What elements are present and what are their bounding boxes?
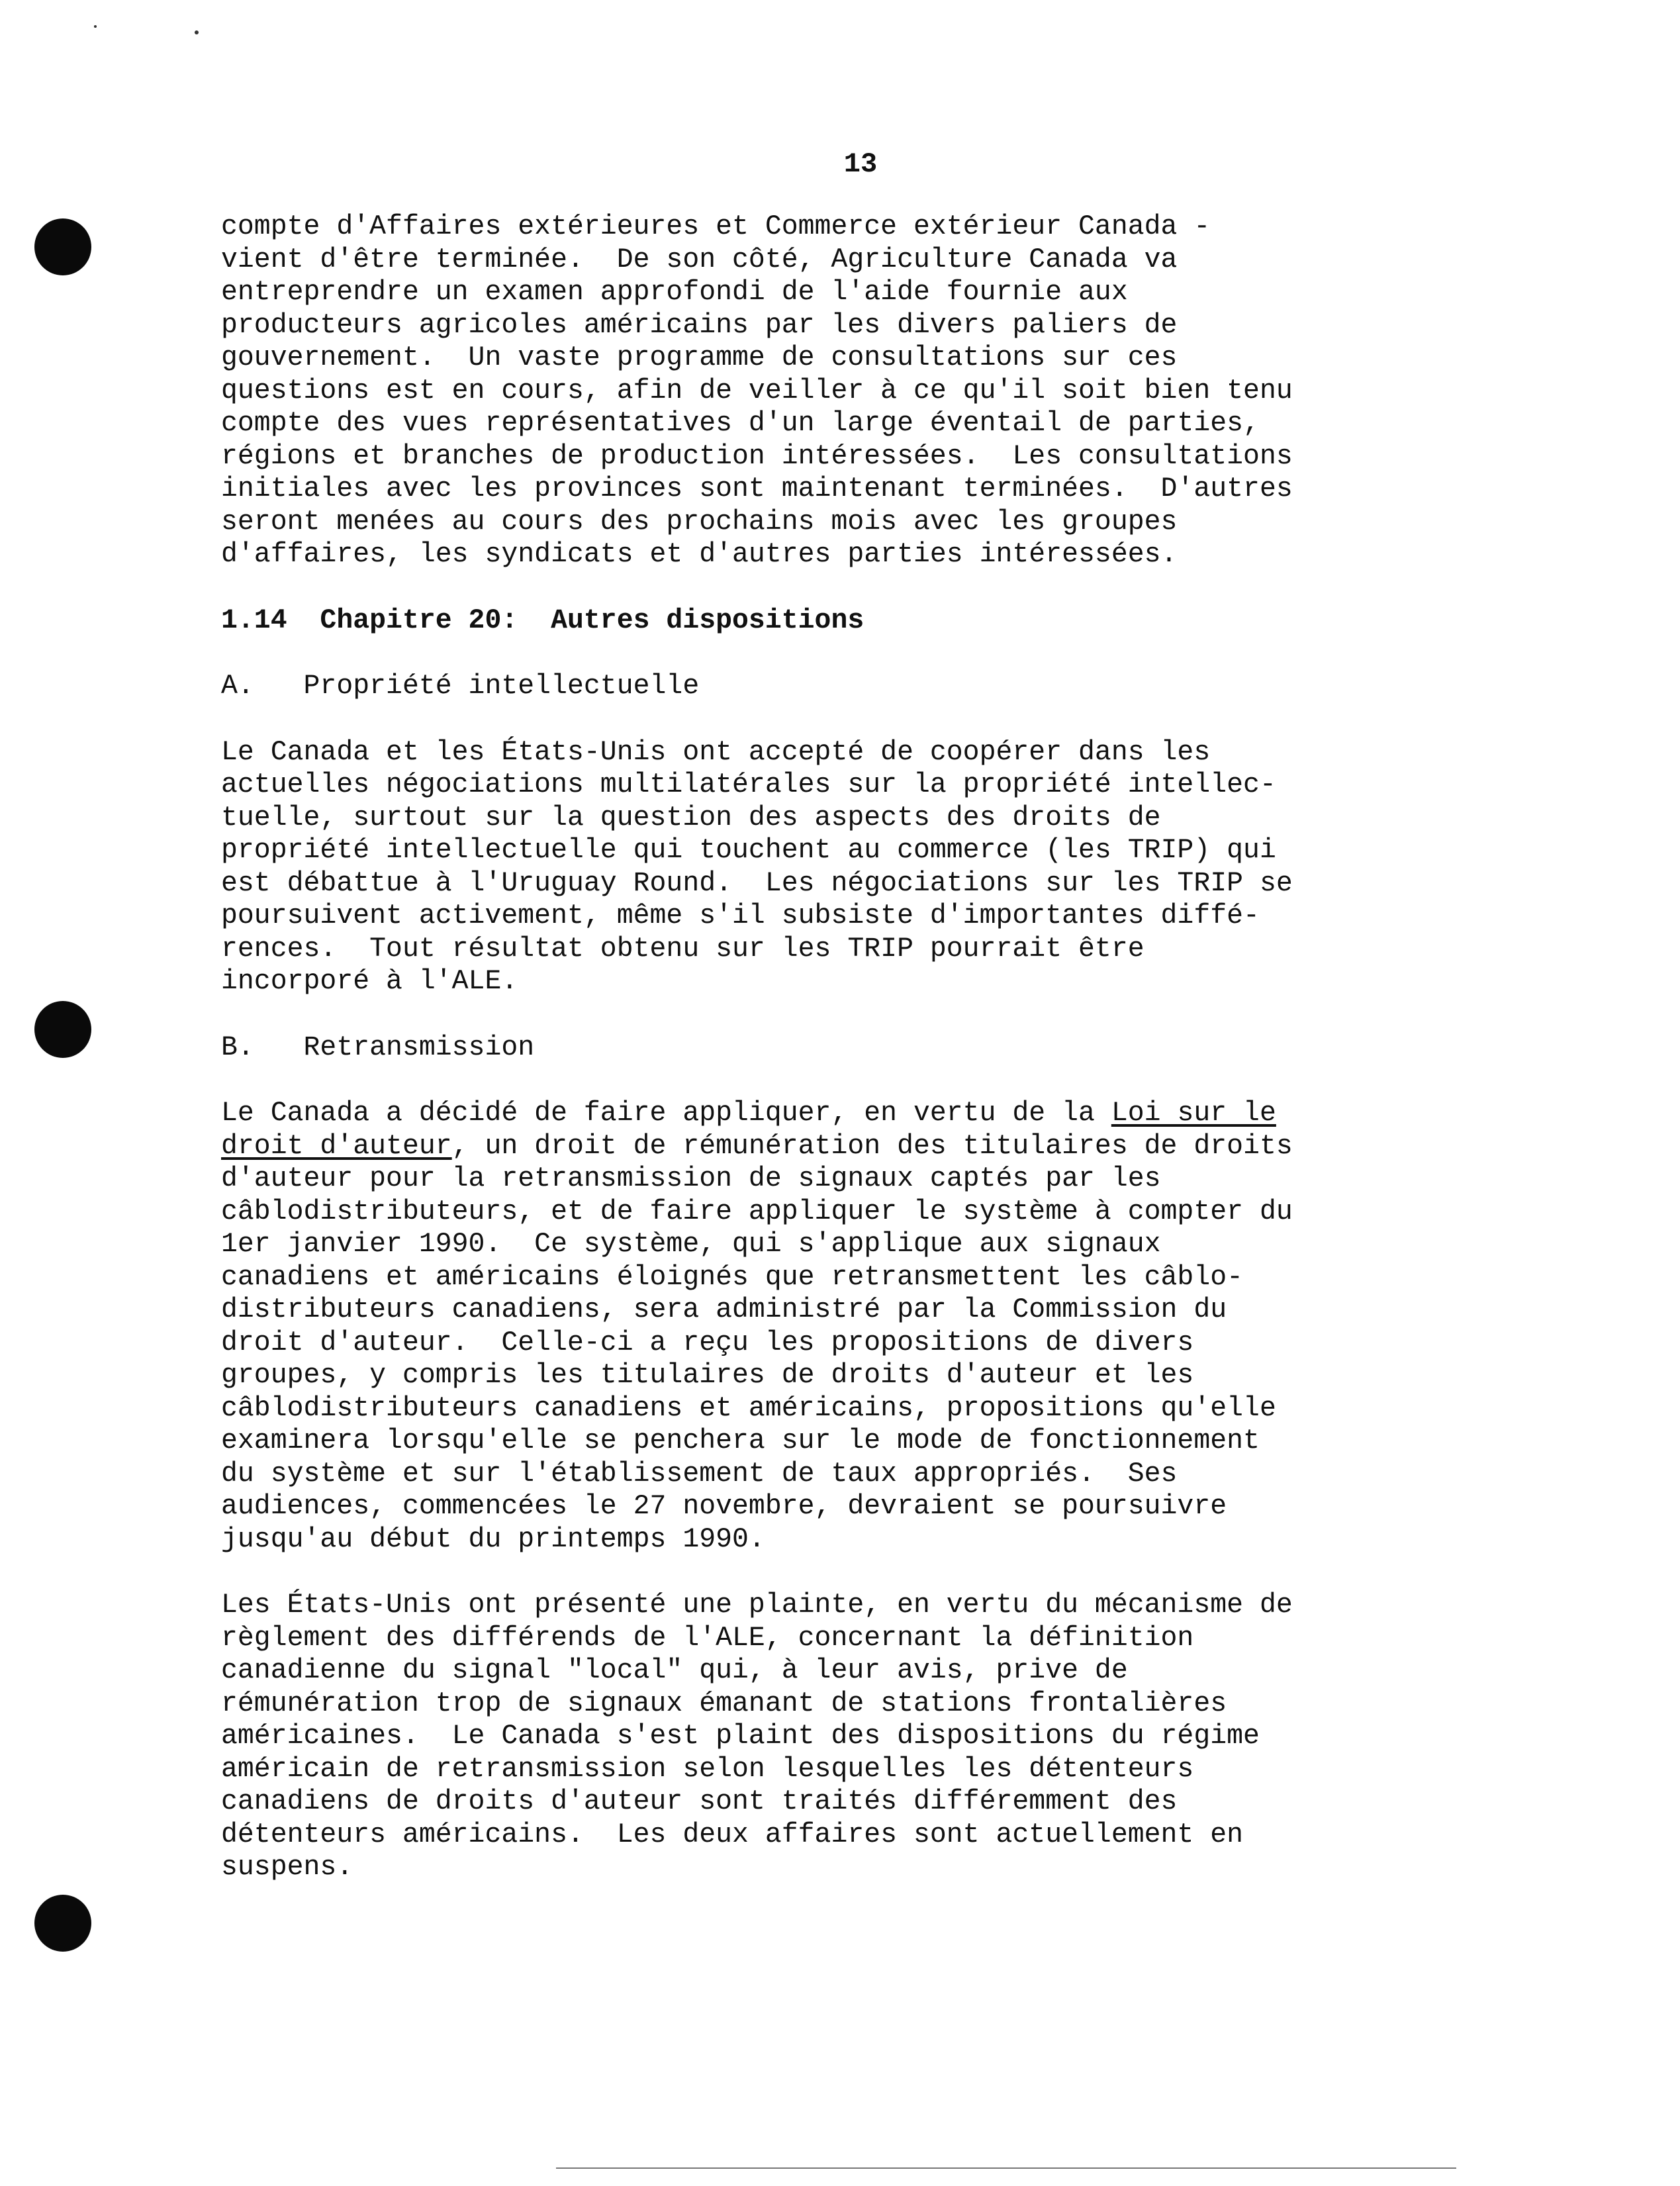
subsection-b-heading: B. Retransmission	[221, 1031, 535, 1063]
scan-speck	[94, 25, 97, 28]
intro-paragraph: compte d'Affaires extérieures et Commerce extérieur Canada - vient d'être terminée. De son côté, Agriculture Canada va entreprendre un examen approfondi de l'aide fournie aux producteurs agricoles américains par les divers paliers de gouvernement. Un vaste programme de consultations sur ces questions est en cours, afin de veiller à ce qu'il soit bien tenu compte des vues représentatives d'un large éventail de parties, régions et branches de production intéressées. Les consultations initiales avec les provinces sont maintenant terminées. D'autres seront menées au cours des prochains mois avec les groupes d'affaires, les syndicats et d'autres parties intéressées.	[221, 211, 1293, 570]
subsection-a-body: Le Canada et les États-Unis ont accepté de coopérer dans les actuelles négociations multilatérales sur la propriété intellec- tuelle, surtout sur la question des aspects des droits de propriété intellectuelle qui touchent au commerce (les TRIP) qui est débattue à l'Uruguay Round. Les négociations sur les TRIP se poursuivent activement, même s'il subsiste d'importantes diffé- rences. Tout résultat obtenu sur les TRIP pourrait être incorporé à l'ALE.	[221, 736, 1293, 997]
subsection-b-body	[221, 1097, 1532, 1556]
body-text: Le Canada a décidé de faire appliquer, en vertu de la	[221, 1098, 1111, 1129]
law-title: droit d'auteur	[221, 1130, 452, 1162]
document-body	[221, 211, 1532, 1884]
scan-edge-line	[556, 2167, 1456, 2169]
subsection-a-heading: A. Propriété intellectuelle	[221, 671, 700, 702]
page-number: 13	[843, 148, 878, 180]
section-heading: 1.14 Chapitre 20: Autres dispositions	[221, 604, 864, 636]
scan-speck	[195, 30, 199, 34]
body-text: d'auteur pour la retransmission de signaux captés par les câblodistributeurs, et de faire appliquer le système à compter du 1er janvier 1990. Ce système, qui s'applique aux signaux canadiens et américains éloignés que retransmettent les câblo- distributeurs canadiens, sera administré par la Commission du droit d'auteur. Celle-ci a reçu les propositions de divers groupes, y compris les titulaires de droits d'auteur et les câblodistributeurs canadiens et américains, propositions qu'elle examinera lorsqu'elle se penchera sur le mode de fonctionnement du système et sur l'établissement de taux appropriés. Ses audiences, commencées le 27 novembre, devraient se poursuivre jusqu'au début du printemps 1990.	[221, 1163, 1293, 1555]
punch-hole-bottom	[34, 1895, 91, 1952]
law-title: Loi sur le	[1111, 1098, 1276, 1129]
subsection-b-body-2: Les États-Unis ont présenté une plainte, en vertu du mécanisme de règlement des différends de l'ALE, concernant la définition canadienne du signal "local" qui, à leur avis, prive de rémunération trop de signaux émanant de stations frontalières américaines. Le Canada s'est plaint des dispositions du régime américain de retransmission selon lesquelles les détenteurs canadiens de droits d'auteur sont traités différemment des détenteurs américains. Les deux affaires sont actuellement en suspens.	[221, 1590, 1293, 1883]
punch-hole-middle	[34, 1001, 91, 1058]
punch-hole-top	[34, 218, 91, 275]
body-text: , un droit de rémunération des titulaires de droits	[451, 1130, 1293, 1162]
